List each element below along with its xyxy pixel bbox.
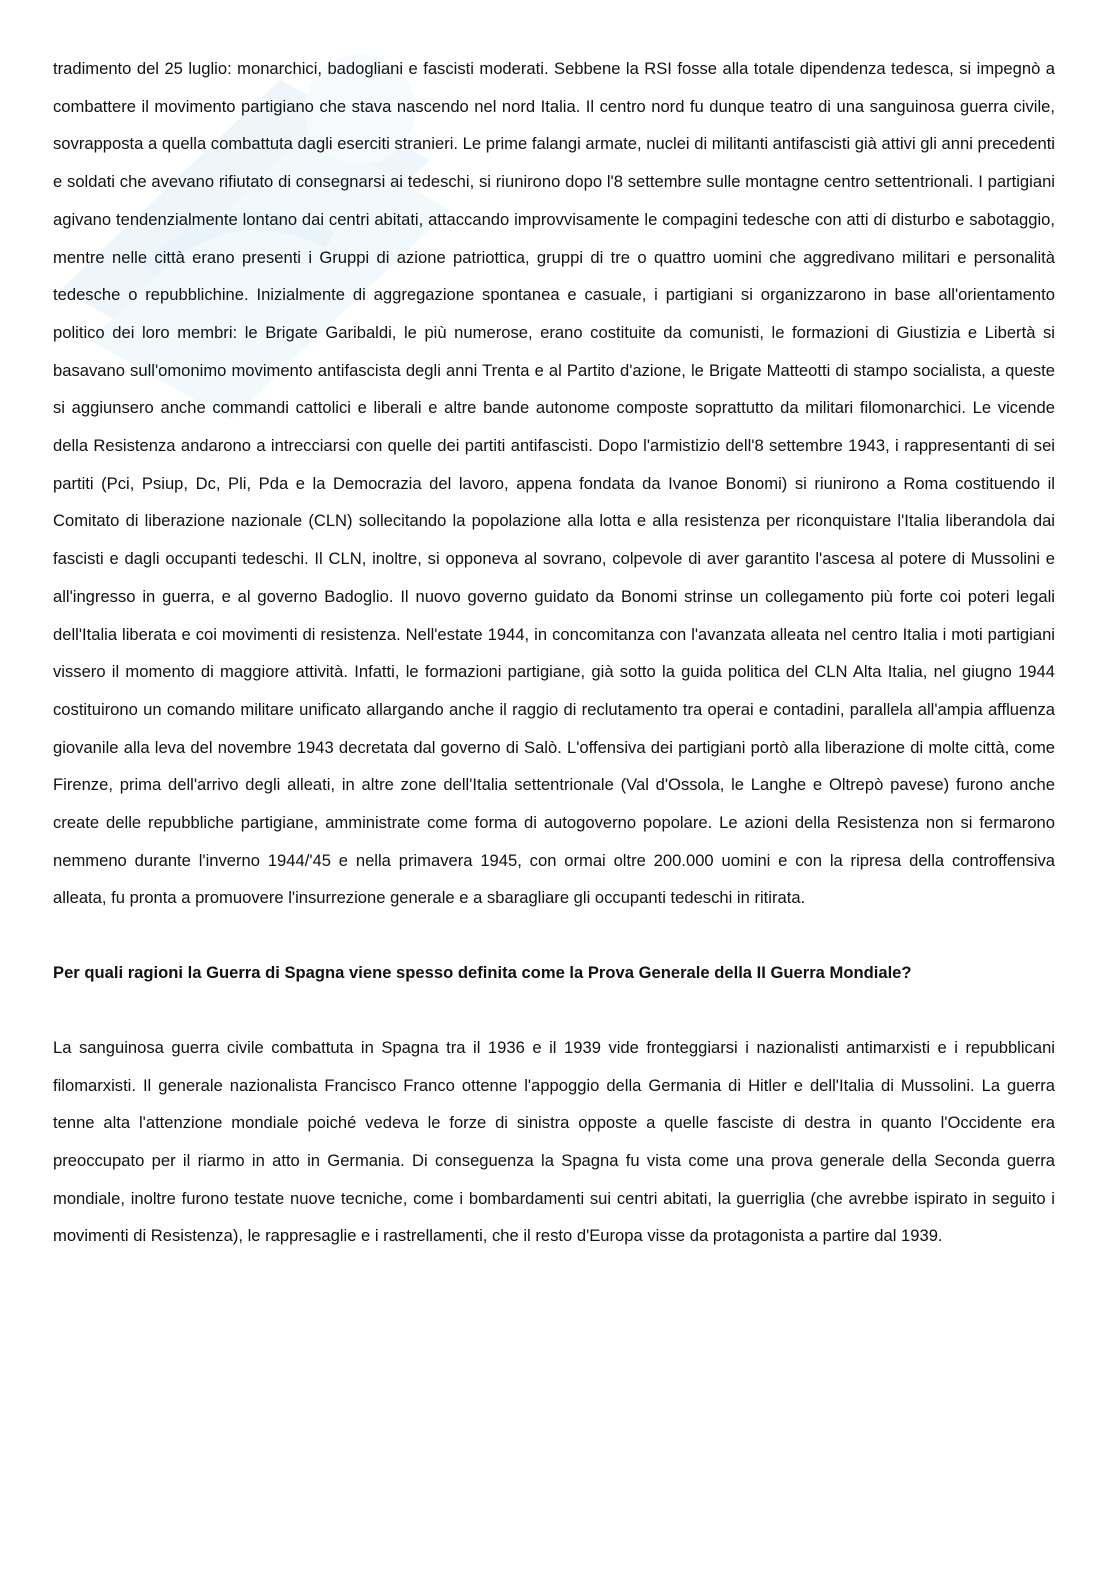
document-body [53, 50, 1055, 1255]
body-paragraph: tradimento del 25 luglio: monarchici, badogliani e fascisti moderati. Sebbene la RSI fosse alla totale dipendenza tedesca, si impegnò a combattere il movimento partigiano che stava nascendo nel nord Italia. Il centro nord fu dunque teatro di una sanguinosa guerra civile, sovrapposta a quella combattuta dagli eserciti stranieri. Le prime falangi armate, nuclei di militanti antifascisti già attivi gli anni precedenti e soldati che avevano rifiutato di consegnarsi ai tedeschi, si riunirono dopo l'8 settembre sulle montagne centro settentrionali. I partigiani agivano tendenzialmente lontano dai centri abitati, attaccando improvvisamente le compagini tedesche con atti di disturbo e sabotaggio, mentre nelle città erano presenti i Gruppi di azione patriottica, gruppi di tre o quattro uomini che aggredivano militari e personalità tedesche o repubblichine. Inizialmente di aggregazione spontanea e casuale, i partigiani si organizzarono in base all'orientamento politico dei loro membri: le Brigate Garibaldi, le più numerose, erano costituite da comunisti, le formazioni di Giustizia e Libertà si basavano sull'omonimo movimento antifascista degli anni Trenta e al Partito d'azione, le Brigate Matteotti di stampo socialista, a queste si aggiunsero anche commandi cattolici e liberali e altre bande autonome composte soprattutto da militari filomonarchici. Le vicende della Resistenza andarono a intrecciarsi con quelle dei partiti antifascisti. Dopo l'armistizio dell'8 settembre 1943, i rappresentanti di sei partiti (Pci, Psiup, Dc, Pli, Pda e la Democrazia del lavoro, appena fondata da Ivanoe Bonomi) si riunirono a Roma costituendo il Comitato di liberazione nazionale (CLN) sollecitando la popolazione alla lotta e alla resistenza per riconquistare l'Italia liberandola dai fascisti e dagli occupanti tedeschi. Il CLN, inoltre, si opponeva al sovrano, colpevole di aver garantito l'ascesa al potere di Mussolini e all'ingresso in guerra, e al governo Badoglio. Il nuovo governo guidato da Bonomi strinse un collegamento più forte coi poteri legali dell'Italia liberata e coi movimenti di resistenza. Nell'estate 1944, in concomitanza con l'avanzata alleata nel centro Italia i moti partigiani vissero il momento di maggiore attività. Infatti, le formazioni partigiane, già sotto la guida politica del CLN Alta Italia, nel giugno 1944 costituirono un comando militare unificato allargando anche il raggio di reclutamento tra operai e contadini, parallela all'ampia affluenza giovanile alla leva del novembre 1943 decretata dal governo di Salò. L'offensiva dei partigiani portò alla liberazione di molte città, come Firenze, prima dell'arrivo degli alleati, in altre zone dell'Italia settentrionale (Val d'Ossola, le Langhe e Oltrepò pavese) furono anche create delle repubbliche partigiane, amministrate come forma di autogoverno popolare. Le azioni della Resistenza non si fermarono nemmeno durante l'inverno 1944/'45 e nella primavera 1945, con ormai oltre 200.000 uomini e con la ripresa della controffensiva alleata, fu pronta a promuovere l'insurrezione generale e a sbaragliare gli occupanti tedeschi in ritirata. [53, 59, 1055, 908]
body-paragraph: La sanguinosa guerra civile combattuta in Spagna tra il 1936 e il 1939 vide fronteggiarsi i nazionalisti antimarxisti e i repubblicani filomarxisti. Il generale nazionalista Francisco Franco ottenne l'appoggio della Germania di Hitler e dell'Italia di Mussolini. La guerra tenne alta l'attenzione mondiale poiché vedeva le forze di sinistra opposte a quelle fasciste di destra in quanto l'Occidente era preoccupato per il riarmo in atto in Germania. Di conseguenza la Spagna fu vista come una prova generale della Seconda guerra mondiale, inoltre furono testate nuove tecniche, come i bombardamenti sui centri abitati, la guerriglia (che avrebbe ispirato in seguito i movimenti di Resistenza), le rappresaglie e i rastrellamenti, che il resto d'Europa visse da protagonista a partire dal 1939. [53, 1037, 1055, 1246]
question-heading: Per quali ragioni la Guerra di Spagna viene spesso definita come la Prova Generale della II Guerra Mondiale? [53, 963, 912, 983]
